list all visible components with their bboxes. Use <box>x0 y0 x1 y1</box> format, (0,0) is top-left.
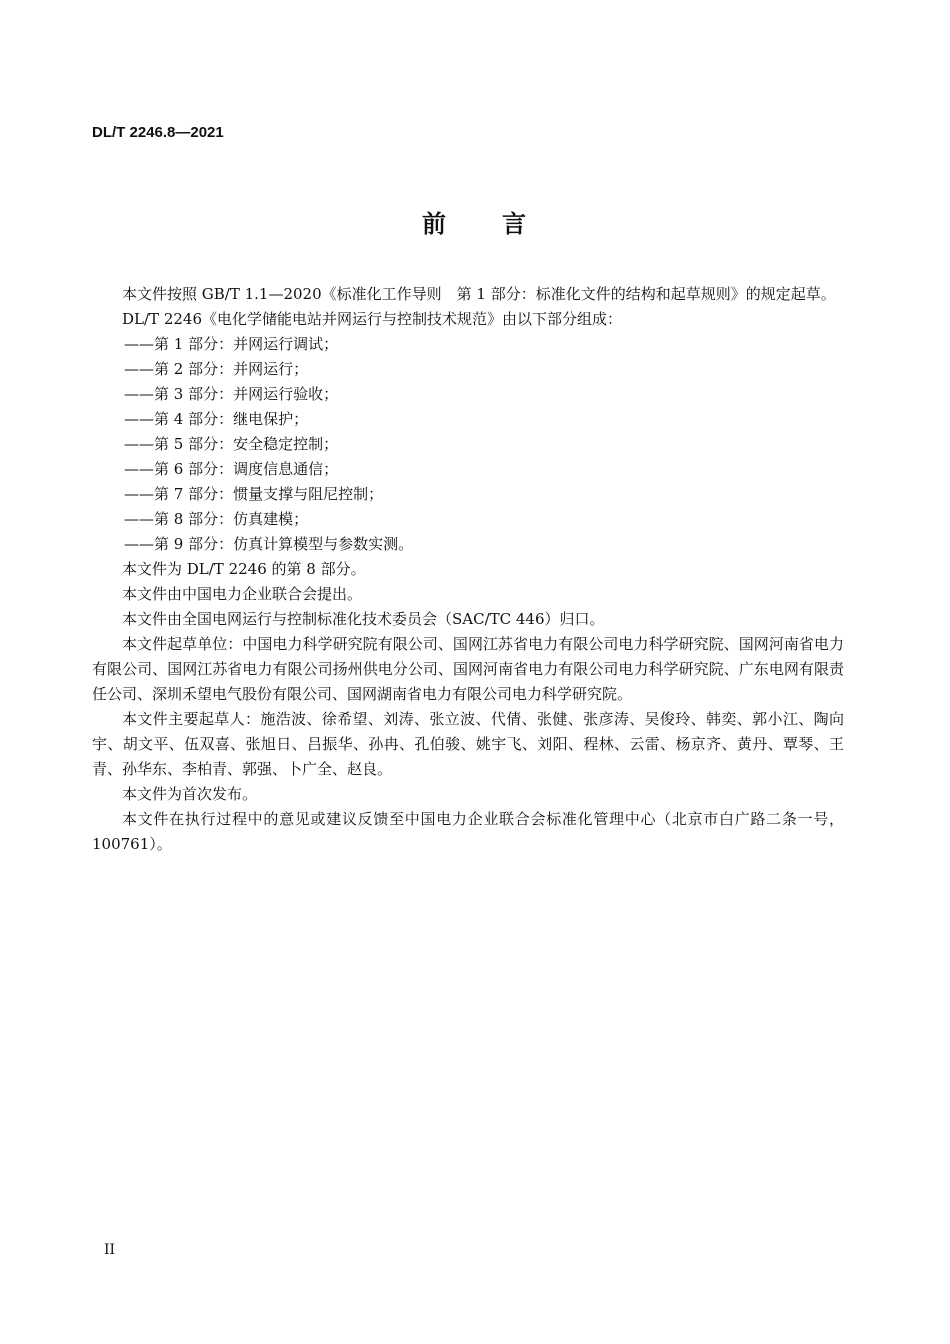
list-item: ——第 2 部分：并网运行； <box>124 360 309 378</box>
page-title <box>0 204 950 239</box>
foreword-body <box>92 282 844 857</box>
list-item: ——第 9 部分：仿真计算模型与参数实测。 <box>124 535 414 553</box>
paragraph-parts-intro: DL/T 2246《电化学储能电站并网运行与控制技术规范》由以下部分组成： <box>122 310 622 328</box>
paragraph-first-release: 本文件为首次发布。 <box>122 785 258 803</box>
paragraph-drafters: 本文件主要起草人：施浩波、徐希望、刘涛、张立波、代倩、张健、张彦涛、吴俊玲、韩奕、郭小江、陶向宇、胡文平、伍双喜、张旭日、吕振华、孙冉、孔伯骏、姚宇飞、刘阳、程林、云雷、杨京齐、黄丹、覃琴、王青、孙华东、李柏青、郭强、卜广全、赵良。 <box>92 710 844 778</box>
paragraph-proposer: 本文件由中国电力企业联合会提出。 <box>122 585 363 603</box>
paragraph-drafting-units: 本文件起草单位：中国电力科学研究院有限公司、国网江苏省电力有限公司电力科学研究院、国网河南省电力有限公司、国网江苏省电力有限公司扬州供电分公司、国网河南省电力有限公司电力科学研究院、广东电网有限责任公司、深圳禾望电气股份有限公司、国网湖南省电力有限公司电力科学研究院。 <box>92 635 844 703</box>
list-item: ——第 6 部分：调度信息通信； <box>124 460 339 478</box>
paragraph-feedback: 本文件在执行过程中的意见或建议反馈至中国电力企业联合会标准化管理中心（北京市白广路二条一号，100761）。 <box>92 810 844 853</box>
list-item: ——第 3 部分：并网运行验收； <box>124 385 339 403</box>
list-item: ——第 7 部分：惯量支撑与阻尼控制； <box>124 485 384 503</box>
list-item: ——第 1 部分：并网运行调试； <box>124 335 339 353</box>
paragraph-drafting-rules: 本文件按照 GB/T 1.1—2020《标准化工作导则 第 1 部分：标准化文件的结构和起草规则》的规定起草。 <box>122 285 836 303</box>
paragraph-part-number: 本文件为 DL/T 2246 的第 8 部分。 <box>122 560 366 578</box>
list-item: ——第 5 部分：安全稳定控制； <box>124 435 339 453</box>
paragraph-committee: 本文件由全国电网运行与控制标准化技术委员会（SAC/TC 446）归口。 <box>122 610 605 628</box>
list-item: ——第 4 部分：继电保护； <box>124 410 309 428</box>
title-char-left: 前 <box>422 209 448 238</box>
title-char-right: 言 <box>502 209 528 238</box>
list-item: ——第 8 部分：仿真建模； <box>124 510 309 528</box>
standard-code: DL/T 2246.8—2021 <box>92 124 224 141</box>
page-number: II <box>104 1242 116 1258</box>
